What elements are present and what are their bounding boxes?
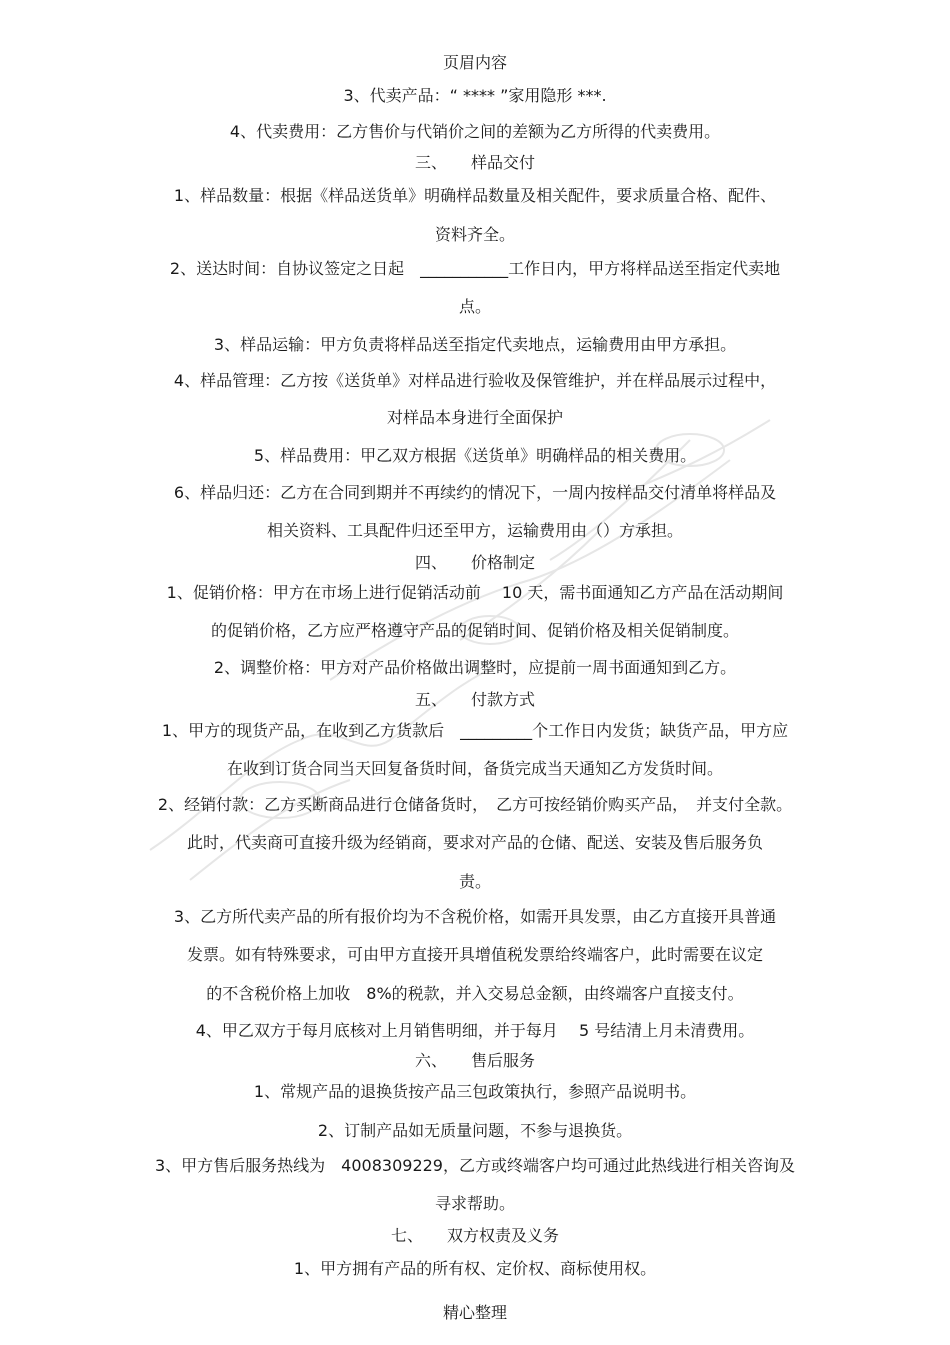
sample-fee: 5、样品费用：甲乙双方根据《送货单》明确样品的相关费用。 (253, 446, 697, 465)
page-header: 页眉内容 (442, 53, 507, 72)
promo-price-line-1: 1、促销价格：甲方在市场上进行促销活动前 10 天，需书面通知乙方产品在活动期间 (166, 583, 784, 602)
clause-3-consign-product: 3、代卖产品：“ **** ”家用隐形 ***. (343, 86, 607, 105)
payment-spot-line-2: 在收到订货合同当天回复备货时间，备货完成当天通知乙方发货时间。 (226, 759, 723, 778)
dealer-payment-line-2: 此时，代卖商可直接升级为经销商，要求对产品的仓储、配送、安装及售后服务负 (186, 833, 763, 852)
custom-product-no-return: 2、订制产品如无质量问题，不参与退换货。 (317, 1121, 633, 1140)
section-heading-payment: 五、 付款方式 (414, 690, 535, 709)
dealer-payment-line-3: 责。 (458, 872, 491, 891)
section-heading-sample-delivery: 三、 样品交付 (414, 153, 535, 172)
adjust-price: 2、调整价格：甲方对产品价格做出调整时，应提前一周书面通知到乙方。 (213, 658, 737, 677)
dealer-payment-line-1: 2、经销付款：乙方买断商品进行仓储备货时， 乙方可按经销价购买产品， 并支付全款。 (157, 795, 793, 814)
page-footer: 精心整理 (442, 1303, 507, 1322)
section-heading-after-sales: 六、 售后服务 (414, 1051, 535, 1070)
payment-spot-line-1: 1、甲方的现货产品，在收到乙方货款后 _________个工作日内发货；缺货产品，甲方应 (161, 721, 789, 740)
monthly-settlement: 4、甲乙双方于每月底核对上月销售明细，并于每月 5 号结清上月未清费用。 (195, 1021, 755, 1040)
delivery-time-line-1: 2、送达时间：自协议签定之日起 ___________工作日内，甲方将样品送至指定代卖地 (169, 259, 781, 278)
clause-4-consign-fee: 4、代卖费用：乙方售价与代销价之间的差额为乙方所得的代卖费用。 (229, 122, 721, 141)
after-sales-return-policy: 1、常规产品的退换货按产品三包政策执行，参照产品说明书。 (253, 1082, 697, 1101)
promo-price-line-2: 的促销价格，乙方应严格遵守产品的促销时间、促销价格及相关促销制度。 (210, 621, 739, 640)
tax-line-2: 发票。如有特殊要求，可由甲方直接开具增值税发票给终端客户，此时需要在议定 (186, 945, 763, 964)
sample-quantity-line-1: 1、样品数量：根据《样品送货单》明确样品数量及相关配件，要求质量合格、配件、 (173, 186, 777, 205)
sample-return-line-2: 相关资料、工具配件归还至甲方，运输费用由（）方承担。 (266, 521, 683, 540)
section-heading-pricing: 四、 价格制定 (414, 553, 535, 572)
sample-transport: 3、样品运输：甲方负责将样品送至指定代卖地点，运输费用由甲方承担。 (213, 335, 737, 354)
sample-management-line-1: 4、样品管理：乙方按《送货单》对样品进行验收及保管维护，并在样品展示过程中， (173, 371, 777, 390)
hotline-line-1: 3、甲方售后服务热线为 4008309229，乙方或终端客户均可通过此热线进行相关咨询及 (155, 1156, 795, 1175)
section-heading-rights: 七、 双方权责及义务 (390, 1226, 559, 1245)
delivery-time-line-2: 点。 (458, 297, 491, 316)
sample-management-line-2: 对样品本身进行全面保护 (386, 408, 563, 427)
ownership-rights: 1、甲方拥有产品的所有权、定价权、商标使用权。 (293, 1259, 657, 1278)
tax-line-1: 3、乙方所代卖产品的所有报价均为不含税价格，如需开具发票，由乙方直接开具普通 (173, 907, 777, 926)
hotline-line-2: 寻求帮助。 (434, 1194, 515, 1213)
tax-line-3: 的不含税价格上加收 8%的税款，并入交易总金额，由终端客户直接支付。 (206, 984, 744, 1003)
sample-quantity-line-2: 资料齐全。 (434, 225, 515, 244)
sample-return-line-1: 6、样品归还：乙方在合同到期并不再续约的情况下，一周内按样品交付清单将样品及 (173, 483, 777, 502)
